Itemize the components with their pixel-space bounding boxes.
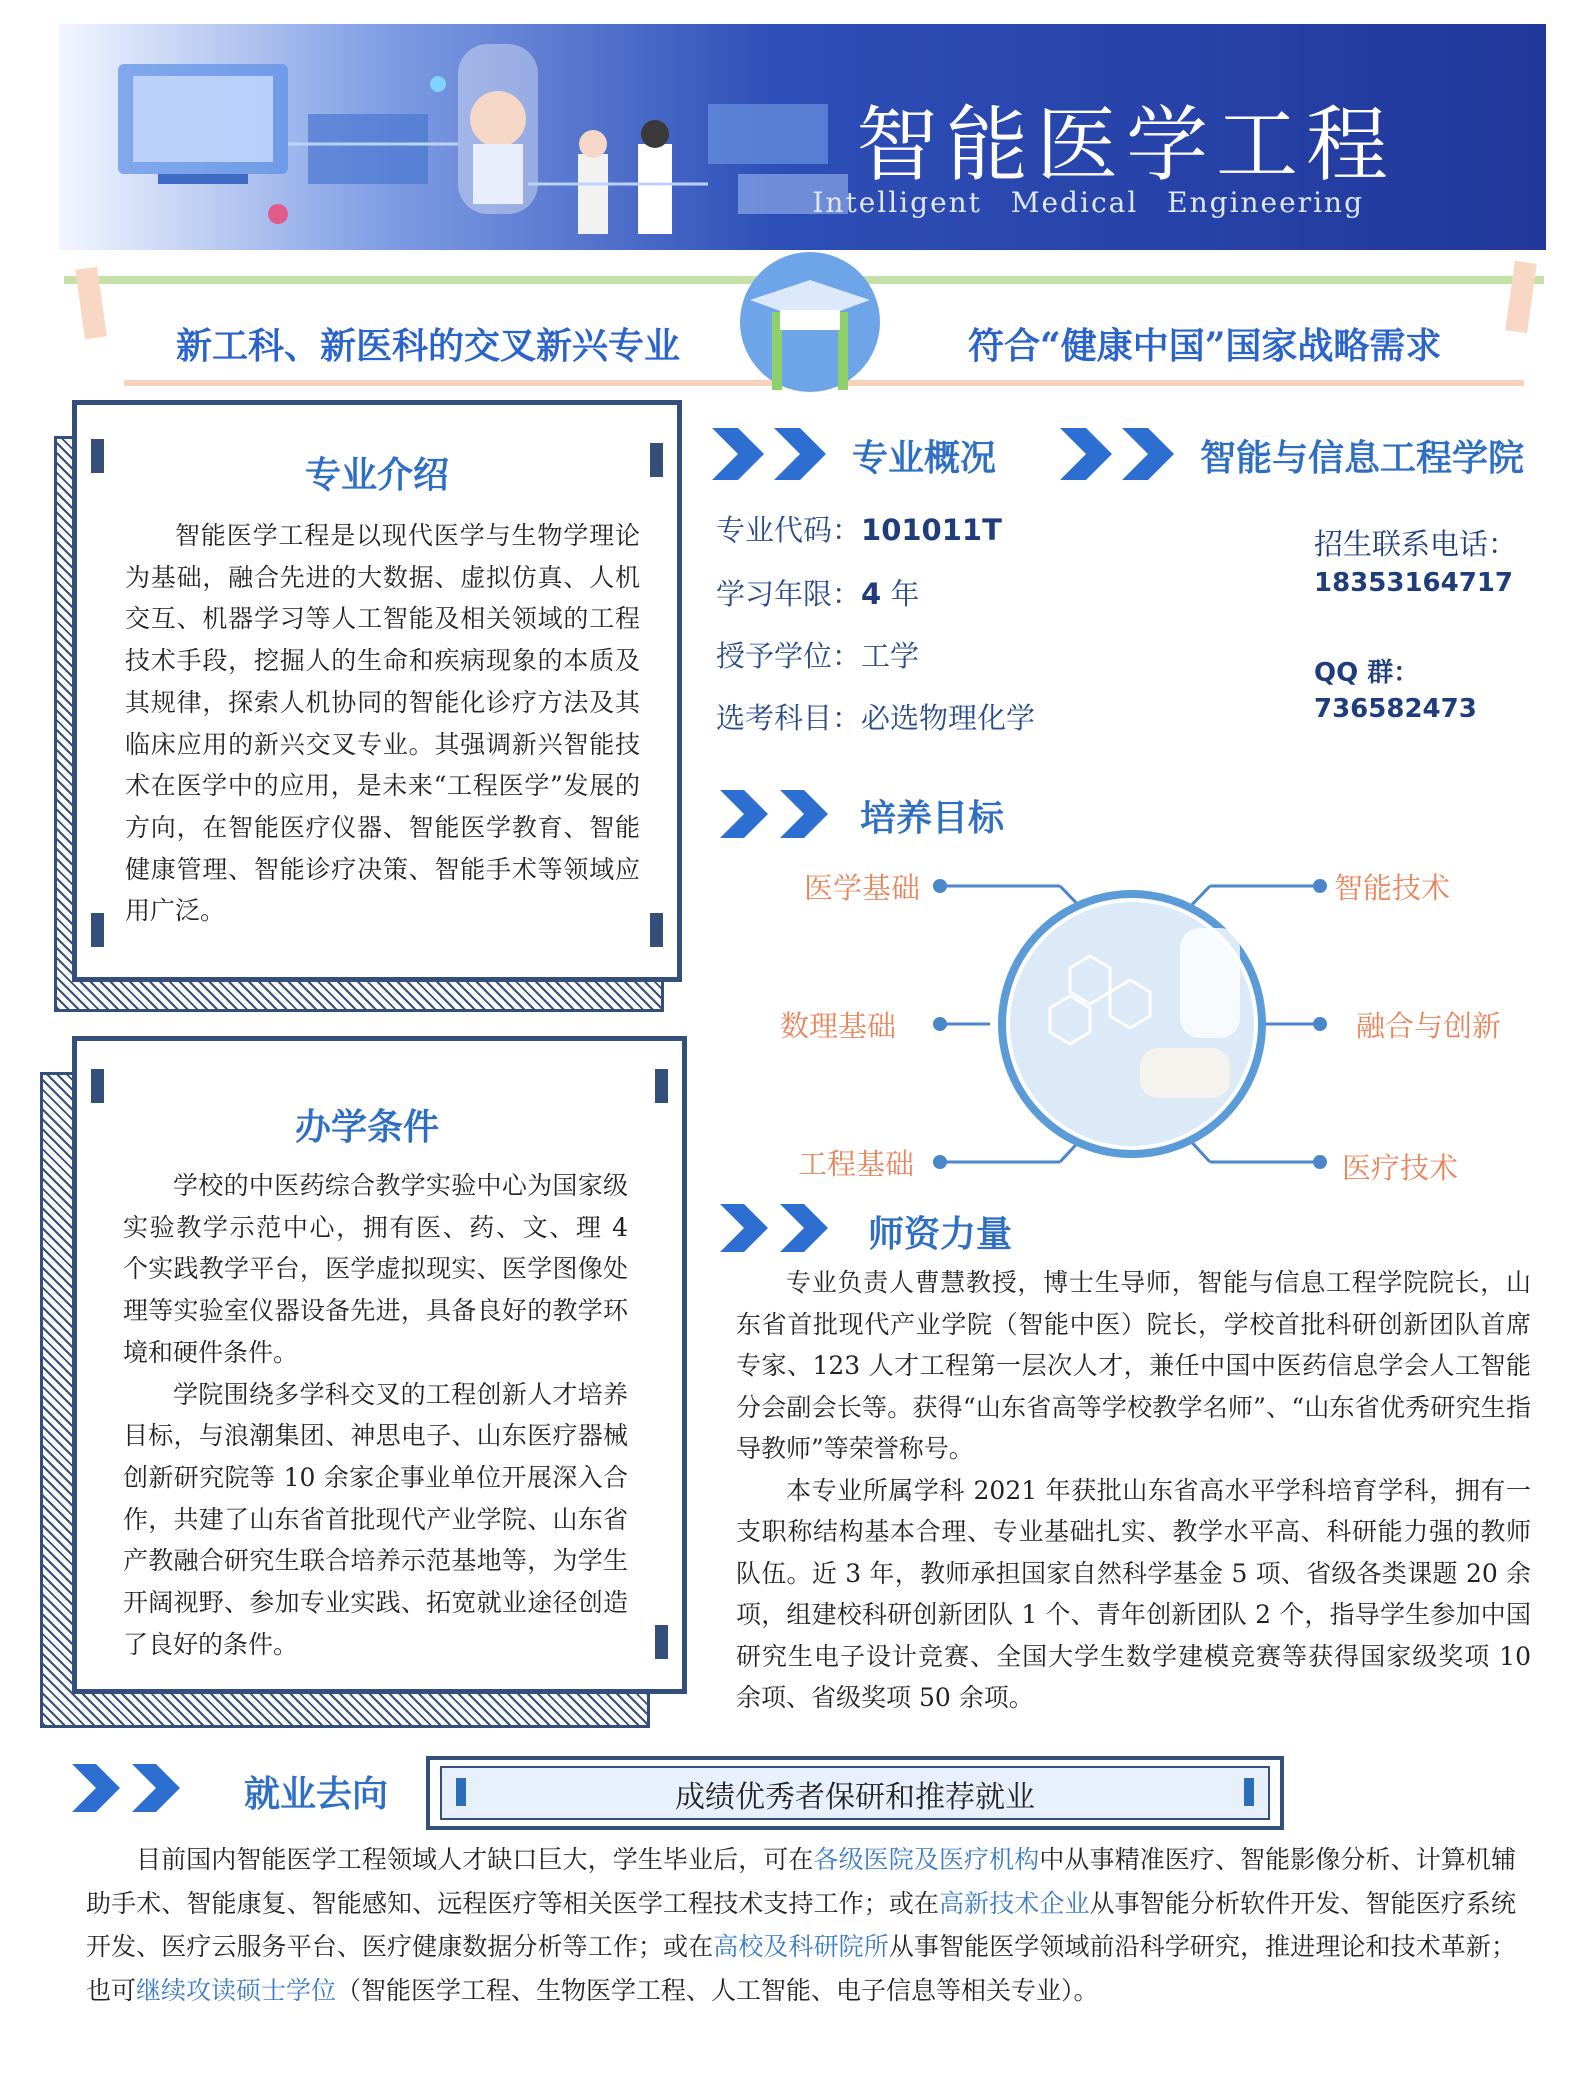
goal-medical-tech: 医疗技术 <box>1342 1151 1459 1185</box>
info-subjects: 选考科目：必选物理化学 <box>716 701 1036 735</box>
goals-title: 培养目标 <box>860 797 1005 839</box>
career-highlight-enterprises: 高新技术企业 <box>939 1888 1090 1918</box>
conditions-text: 学校的中医药综合教学实验中心为国家级实验教学示范中心，拥有医、药、文、理 4 个实践教学平台，医学虚拟现实、医学图像处理等实验室仪器设备先进，具备良好的教学环境和硬件条件。 学院围绕多学科交叉的工程创新人才培养目标，与浪潮集团、神思电子、山东医疗器械创新研究院等 10 余家企事业单位开展深入合作，共建了山东省首批现代产业学院、山东省产教融合研究生联合培养示范基地等，为学生开阔视野、参加专业实践、拓宽就业途径创造了良好的条件。 <box>123 1171 628 1659</box>
overview-title: 专业概况 <box>852 437 997 479</box>
double-chevron-icon <box>72 1764 198 1812</box>
goal-intelligent-tech: 智能技术 <box>1334 871 1451 905</box>
info-degree: 授予学位：工学 <box>716 639 920 673</box>
info-code: 专业代码：101011T <box>716 513 1002 547</box>
career-banner <box>426 1756 1284 1830</box>
double-chevron-icon <box>1060 428 1186 480</box>
double-chevron-icon <box>712 428 838 480</box>
page-subtitle: Intelligent Medical Engineering <box>812 186 1364 219</box>
phone-number: 18353164717 <box>1314 568 1513 598</box>
conditions-box <box>72 1036 687 1694</box>
double-chevron-icon <box>720 1204 846 1252</box>
intro-text: 智能医学工程是以现代医学与生物学理论为基础，融合先进的大数据、虚拟仿真、人机交互、机器学习等人工智能及相关领域的工程技术手段，挖掘人的生命和疾病现象的本质及其规律，探索人机协同的智能化诊疗方法及其临床应用的新兴交叉专业。其强调新兴智能技术在医学中的应用，是未来“工程医学”发展的方向，在智能医疗仪器、智能医学教育、智能健康管理、智能诊疗决策、智能手术等领域应用广泛。 <box>125 521 640 926</box>
frame-tab <box>650 913 663 947</box>
intro-title: 专业介绍 <box>304 454 449 496</box>
frame-tab <box>655 1625 668 1659</box>
ribbon-tab-right <box>1505 261 1537 333</box>
medical-tech-illustration <box>58 24 878 250</box>
career-banner-text: 成绩优秀者保研和推荐就业 <box>675 1780 1035 1815</box>
frame-tab <box>655 1069 668 1103</box>
goals-diagram <box>920 858 1340 1178</box>
tagline-left: 新工科、新医科的交叉新兴专业 <box>176 325 681 367</box>
goal-engineering-basics: 工程基础 <box>798 1147 915 1181</box>
conditions-title: 办学条件 <box>294 1106 439 1148</box>
intro-box <box>72 400 682 982</box>
header-banner <box>58 24 1546 250</box>
page-title: 智能医学工程 <box>855 98 1396 193</box>
goal-medical-basics: 医学基础 <box>804 871 921 905</box>
career-highlight-masters: 继续攻读硕士学位 <box>136 1975 337 2005</box>
goal-fusion-innovation: 融合与创新 <box>1356 1009 1502 1043</box>
frame-tab <box>91 913 104 947</box>
qq-number: 736582473 <box>1314 694 1477 724</box>
phone-label: 招生联系电话： <box>1314 527 1518 561</box>
career-title: 就业去向 <box>244 1773 389 1815</box>
double-chevron-icon <box>720 790 846 838</box>
tagline-right: 符合“健康中国”国家战略需求 <box>968 325 1442 367</box>
frame-tab <box>91 1069 104 1103</box>
faculty-title: 师资力量 <box>868 1213 1013 1255</box>
faculty-text: 专业负责人曹慧教授，博士生导师，智能与信息工程学院院长，山东省首批现代产业学院（智能中医）院长，学校首批科研创新团队首席专家、123 人才工程第一层次人才，兼任中国中医药信息学会人工智能分会副会长等。获得“山东省高等学校教学名师”、“山东省优秀研究生指导教师”等荣誉称号。 本专业所属学科 2021 年获批山东省高水平学科培育学科，拥有一支职称结构基本合理、专业基础扎实、教学水平高、科研能力强的教师队伍。近 3 年，教师承担国家自然科学基金 5 项、省级各类课题 20 余项，组建校科研创新团队 1 个、青年创新团队 2 个，指导学生参加中国研究生电子设计竞赛、全国大学生数学建模竞赛等获得国家级奖项 10 余项、省级奖项 50 余项。 <box>736 1268 1531 1712</box>
college-name: 智能与信息工程学院 <box>1200 437 1525 479</box>
info-duration: 学习年限：4 年 <box>716 577 920 611</box>
career-highlight-universities: 高校及科研院所 <box>713 1932 889 1961</box>
career-highlight-hospitals: 各级医院及医疗机构 <box>813 1845 1040 1874</box>
qq-label: QQ 群： <box>1314 658 1420 688</box>
graduation-cap-icon <box>732 250 888 400</box>
goal-math-physics-basics: 数理基础 <box>780 1009 897 1043</box>
career-text: 目前国内智能医学工程领域人才缺口巨大，学生毕业后，可在各级医院及医疗机构中从事精准医疗、智能影像分析、计算机辅助手术、智能康复、智能感知、远程医疗等相关医学工程技术支持工作；或在高新技术企业从事智能分析软件开发、智能医疗系统开发、医疗云服务平台、医疗健康数据分析等工作；或在高校及科研院所从事智能医学领域前沿科学研究，推进理论和技术革新；也可继续攻读硕士学位（智能医学工程、生物医学工程、人工智能、电子信息等相关专业）。 <box>86 1845 1516 2005</box>
